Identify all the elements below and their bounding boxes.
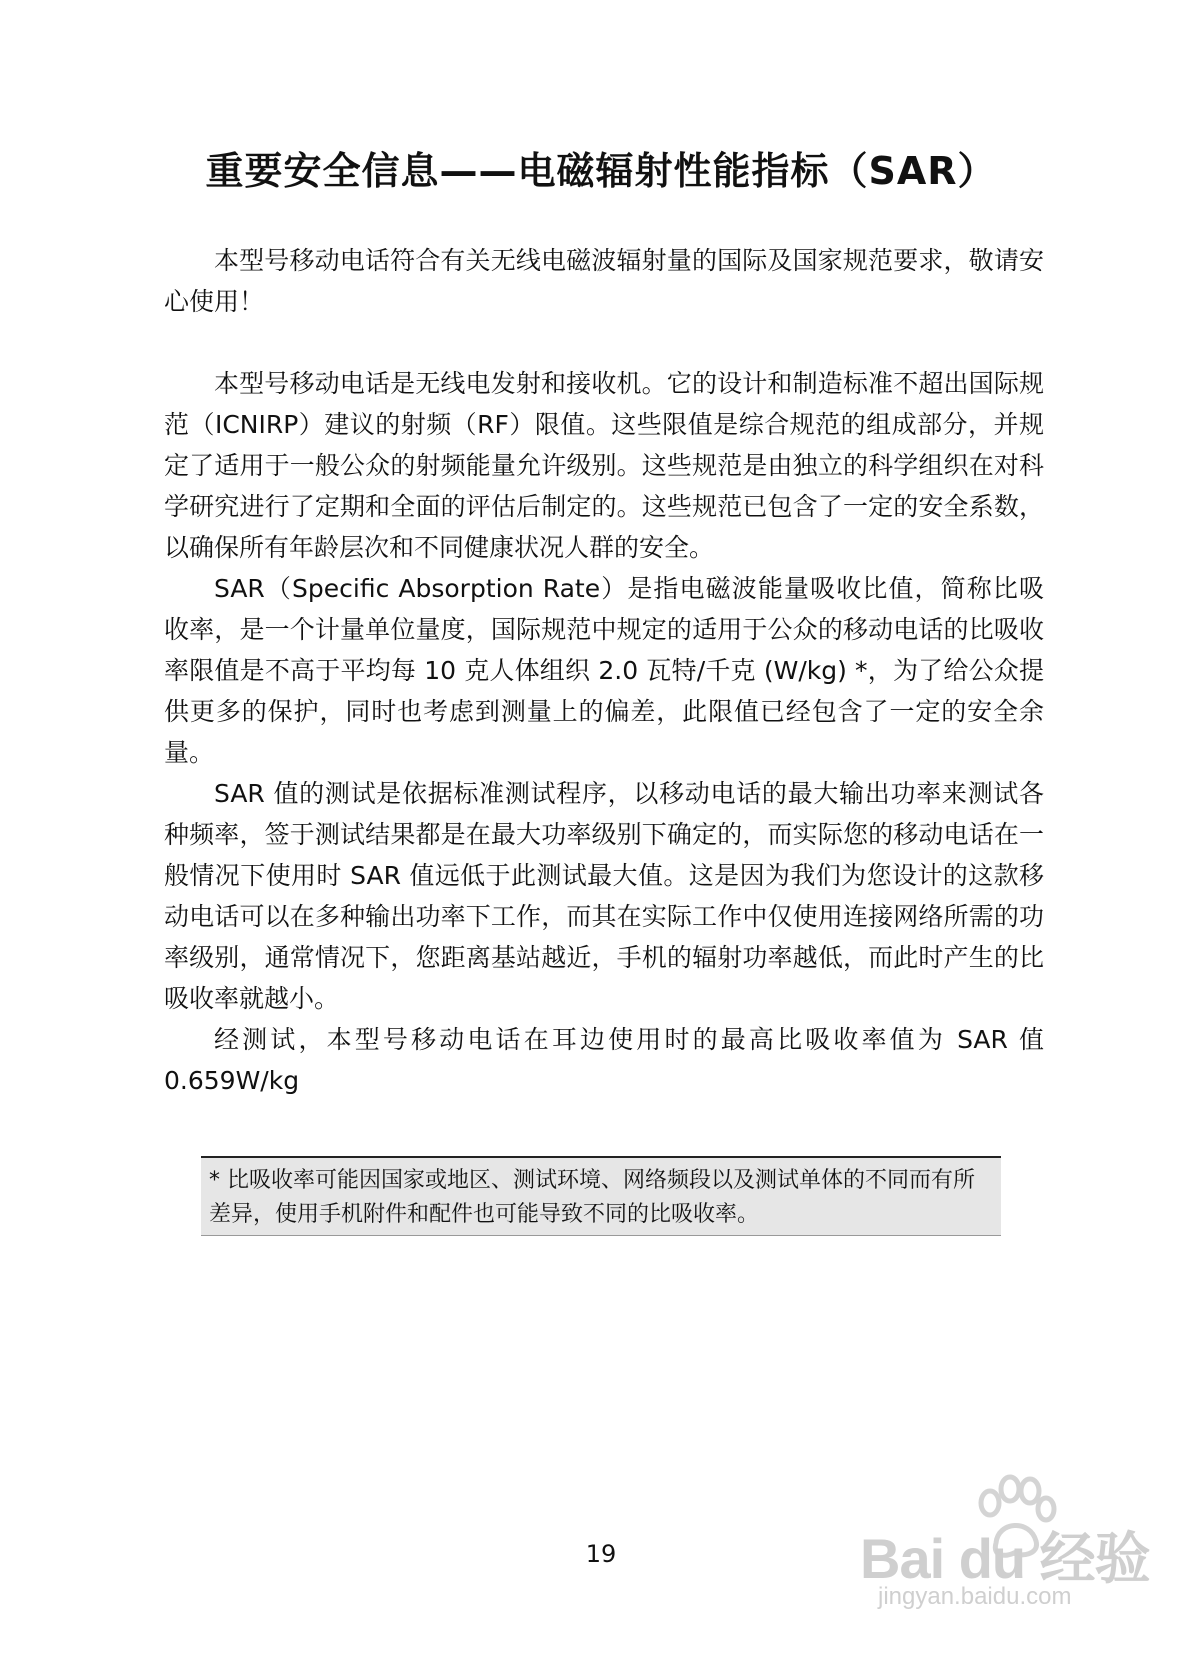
body-text bbox=[164, 240, 1044, 1101]
paragraph-sar-result: 经测试，本型号移动电话在耳边使用时的最高比吸收率值为 SAR 值 0.659W/kg bbox=[164, 1025, 1044, 1095]
page-number: 19 bbox=[585, 1540, 617, 1568]
paragraph-standards: 本型号移动电话是无线电发射和接收机。它的设计和制造标准不超出国际规范（ICNIRP）建议的射频（RF）限值。这些限值是综合规范的组成部分，并规定了适用于一般公众的射频能量允许级别。这些规范是由独立的科学组织在对科学研究进行了定期和全面的评估后制定的。这些规范已包含了一定的安全系数，以确保所有年龄层次和不同健康状况人群的安全。 bbox=[164, 369, 1044, 562]
page-title: 重要安全信息——电磁辐射性能指标（SAR） bbox=[205, 149, 997, 193]
paragraph-sar-testing: SAR 值的测试是依据标准测试程序，以移动电话的最大输出功率来测试各种频率，签于测试结果都是在最大功率级别下确定的，而实际您的移动电话在一般情况下使用时 SAR 值远低于此测试最大值。这是因为我们为您设计的这款移动电话可以在多种输出功率下工作，而其在实际工作中仅使用连接网络所需的功率级别，通常情况下，您距离基站越近，手机的辐射功率越低，而此时产生的比吸收率就越小。 bbox=[164, 779, 1044, 1013]
paragraph-compliance: 本型号移动电话符合有关无线电磁波辐射量的国际及国家规范要求，敬请安心使用！ bbox=[164, 246, 1044, 316]
baidu-watermark bbox=[860, 1455, 1160, 1615]
footnote-box: * 比吸收率可能因国家或地区、测试环境、网络频段以及测试单体的不同而有所差异，使用手机附件和配件也可能导致不同的比吸收率。 bbox=[201, 1156, 1001, 1236]
paragraph-sar-definition: SAR（Specific Absorption Rate）是指电磁波能量吸收比值，简称比吸收率，是一个计量单位量度，国际规范中规定的适用于公众的移动电话的比吸收率限值是不高于平均每 10 克人体组织 2.0 瓦特/千克 (W/kg) *，为了给公众提供更多的保护，同时也考虑到测量上的偏差，此限值已经包含了一定的安全余量。 bbox=[164, 574, 1044, 767]
watermark-logo-text: Bai du 经验 bbox=[860, 1527, 1150, 1590]
watermark-url: jingyan.baidu.com bbox=[878, 1583, 1072, 1610]
